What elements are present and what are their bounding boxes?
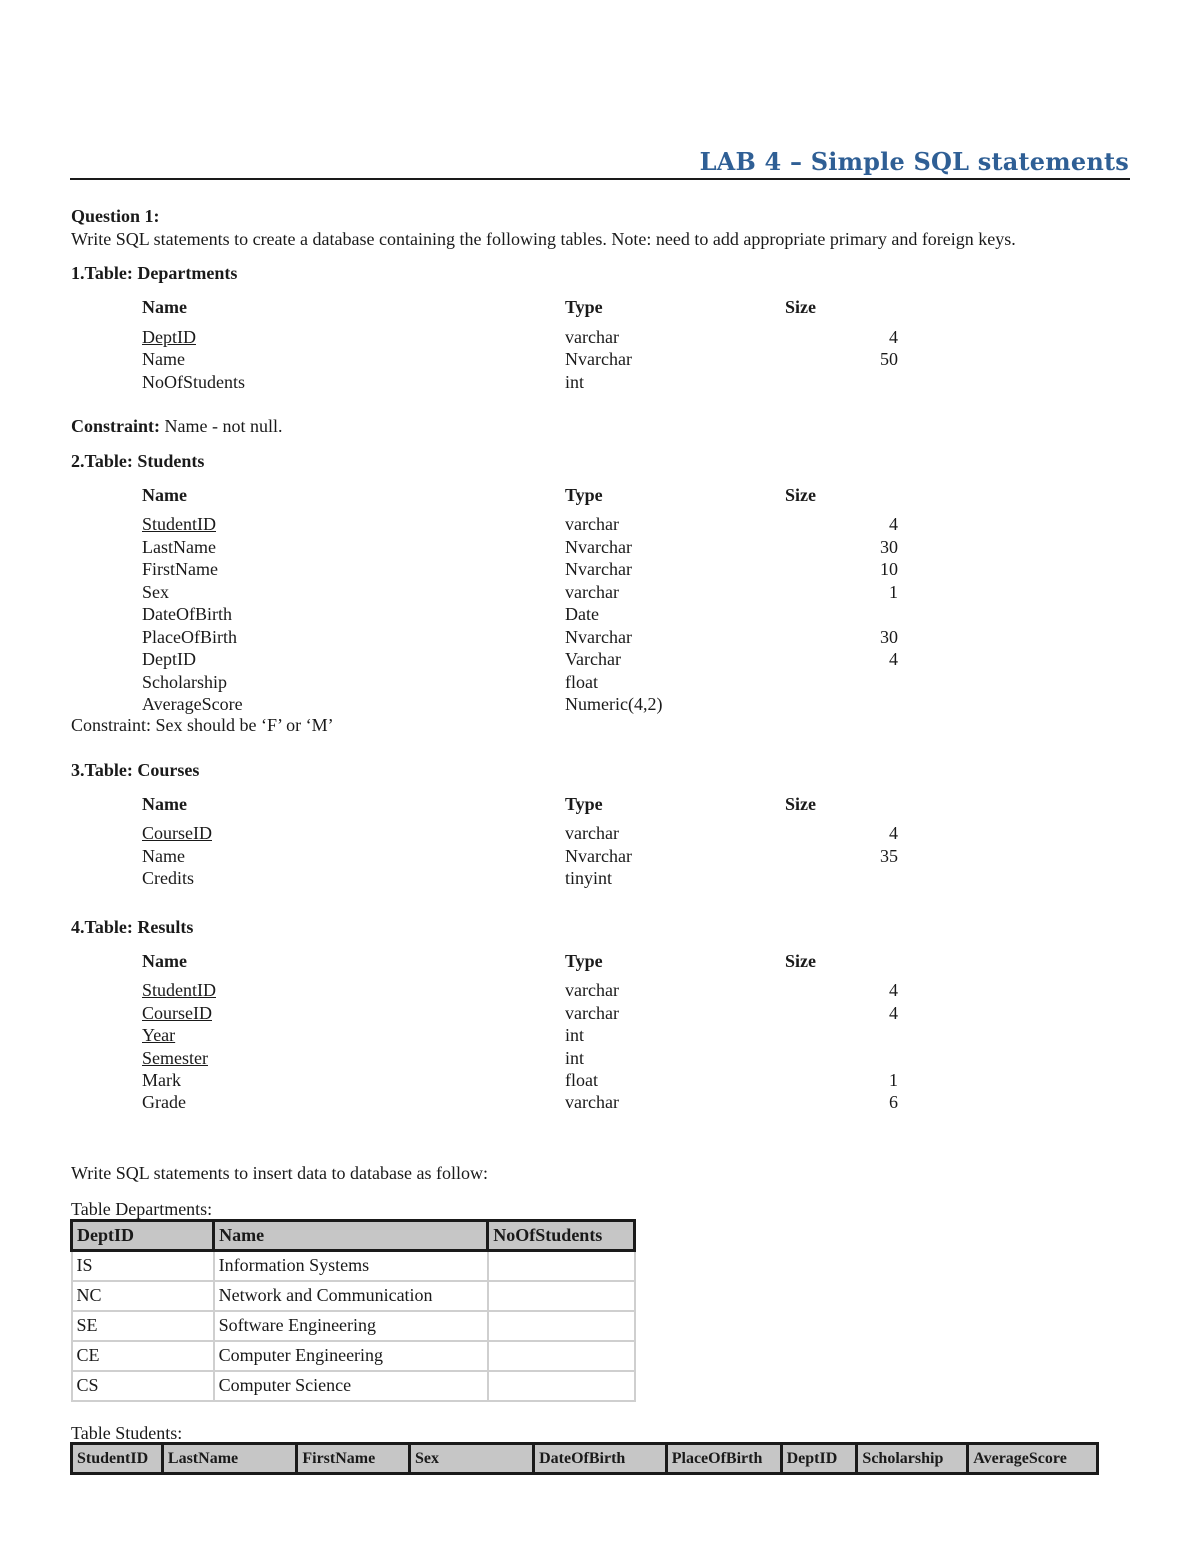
field-name: Grade [142,1092,186,1112]
col-header-size: Size [785,485,816,505]
field-name: AverageScore [142,694,243,714]
constraint-label: Constraint: [71,416,160,436]
field-size: 1 [889,1070,898,1090]
field-size: 4 [889,823,898,843]
table-cell [488,1311,635,1341]
field-type: varchar [565,1092,619,1112]
column-header: StudentID [72,1444,163,1474]
field-type: Nvarchar [565,349,632,369]
col-header-size: Size [785,951,816,971]
column-header: PlaceOfBirth [666,1444,781,1474]
table-row [72,1251,635,1281]
section-title-results: 4.Table: Results [71,917,194,937]
table-row [72,1281,635,1311]
students-table-caption: Table Students: [71,1423,183,1443]
field-type: varchar [565,514,619,534]
field-name: Mark [142,1070,181,1090]
col-header-type: Type [565,951,603,971]
field-name: Year [142,1025,176,1045]
col-header-name: Name [142,485,187,505]
field-type: Date [565,604,599,624]
column-header: Scholarship [857,1444,968,1474]
field-name: CourseID [142,1003,212,1023]
field-type: float [565,1070,598,1090]
students-constraint: Constraint: Sex should be ‘F’ or ‘M’ [71,715,334,735]
column-header: DateOfBirth [534,1444,667,1474]
field-size: 1 [889,582,898,602]
column-header: DeptID [781,1444,857,1474]
field-size: 35 [880,846,898,866]
table-cell: Network and Communication [214,1281,488,1311]
table-cell: Computer Engineering [214,1341,488,1371]
table-row [72,1371,635,1401]
table-cell [488,1281,635,1311]
col-header-type: Type [565,794,603,814]
section-title-departments: 1.Table: Departments [71,263,238,283]
table-cell: Software Engineering [214,1311,488,1341]
field-type: Nvarchar [565,846,632,866]
table-cell: IS [72,1251,214,1281]
table-row [72,1311,635,1341]
field-size: 6 [889,1092,898,1112]
field-name: NoOfStudents [142,372,245,392]
field-name: PlaceOfBirth [142,627,237,647]
column-header: NoOfStudents [488,1221,635,1251]
insert-intro: Write SQL statements to insert data to database as follow: [71,1163,488,1183]
col-header-size: Size [785,297,816,317]
col-header-name: Name [142,951,187,971]
field-type: varchar [565,823,619,843]
field-name: Sex [142,582,169,602]
field-type: Varchar [565,649,621,669]
field-type: Nvarchar [565,559,632,579]
page-header-title: LAB 4 – Simple SQL statements [699,147,1129,176]
field-size: 30 [880,627,898,647]
field-name: DateOfBirth [142,604,232,624]
question-title: Question 1: [71,206,160,226]
table-cell: Information Systems [214,1251,488,1281]
field-size: 50 [880,349,898,369]
field-type: float [565,672,598,692]
section-title-students: 2.Table: Students [71,451,205,471]
field-size: 4 [889,1003,898,1023]
table-cell [488,1341,635,1371]
table-header-row [72,1444,1098,1474]
question-text: Write SQL statements to create a database containing the following tables. Note: need to add appropriate primary and foreign keys. [71,229,1016,249]
field-size: 4 [889,980,898,1000]
field-size: 30 [880,537,898,557]
column-header: LastName [162,1444,296,1474]
field-type: tinyint [565,868,613,888]
field-name: DeptID [142,649,196,669]
column-header: Sex [410,1444,534,1474]
table-cell: SE [72,1311,214,1341]
field-type: varchar [565,327,619,347]
field-name: Name [142,846,185,866]
col-header-name: Name [142,794,187,814]
field-name: Scholarship [142,672,227,692]
field-type: varchar [565,1003,619,1023]
field-name: StudentID [142,514,216,534]
field-size: 4 [889,649,898,669]
column-header: FirstName [297,1444,410,1474]
table-row [72,1341,635,1371]
column-header: AverageScore [968,1444,1098,1474]
col-header-type: Type [565,297,603,317]
table-cell: Computer Science [214,1371,488,1401]
field-type: Numeric(4,2) [565,694,663,714]
table-header-row [72,1221,635,1251]
table-cell [488,1371,635,1401]
field-type: Nvarchar [565,627,632,647]
field-name: DeptID [142,327,196,347]
field-type: varchar [565,980,619,1000]
col-header-type: Type [565,485,603,505]
column-header: Name [214,1221,488,1251]
field-name: Credits [142,868,194,888]
field-type: int [565,372,585,392]
col-header-name: Name [142,297,187,317]
col-header-size: Size [785,794,816,814]
table-cell [488,1251,635,1281]
departments-data-table [70,1219,636,1402]
field-type: varchar [565,582,619,602]
constraint-text: Name - not null. [160,416,283,436]
field-type: int [565,1025,585,1045]
header-divider [70,178,1130,180]
field-name: Name [142,349,185,369]
field-size: 4 [889,327,898,347]
section-title-courses: 3.Table: Courses [71,760,200,780]
departments-constraint [71,416,282,437]
field-size: 4 [889,514,898,534]
field-name: FirstName [142,559,218,579]
field-name: CourseID [142,823,212,843]
table-cell: NC [72,1281,214,1311]
table-cell: CE [72,1341,214,1371]
column-header: DeptID [72,1221,214,1251]
field-name: Semester [142,1048,208,1068]
field-size: 10 [880,559,898,579]
field-type: int [565,1048,585,1068]
field-name: LastName [142,537,216,557]
dept-table-caption: Table Departments: [71,1199,213,1219]
field-type: Nvarchar [565,537,632,557]
table-cell: CS [72,1371,214,1401]
students-data-table [70,1442,1099,1475]
field-name: StudentID [142,980,216,1000]
